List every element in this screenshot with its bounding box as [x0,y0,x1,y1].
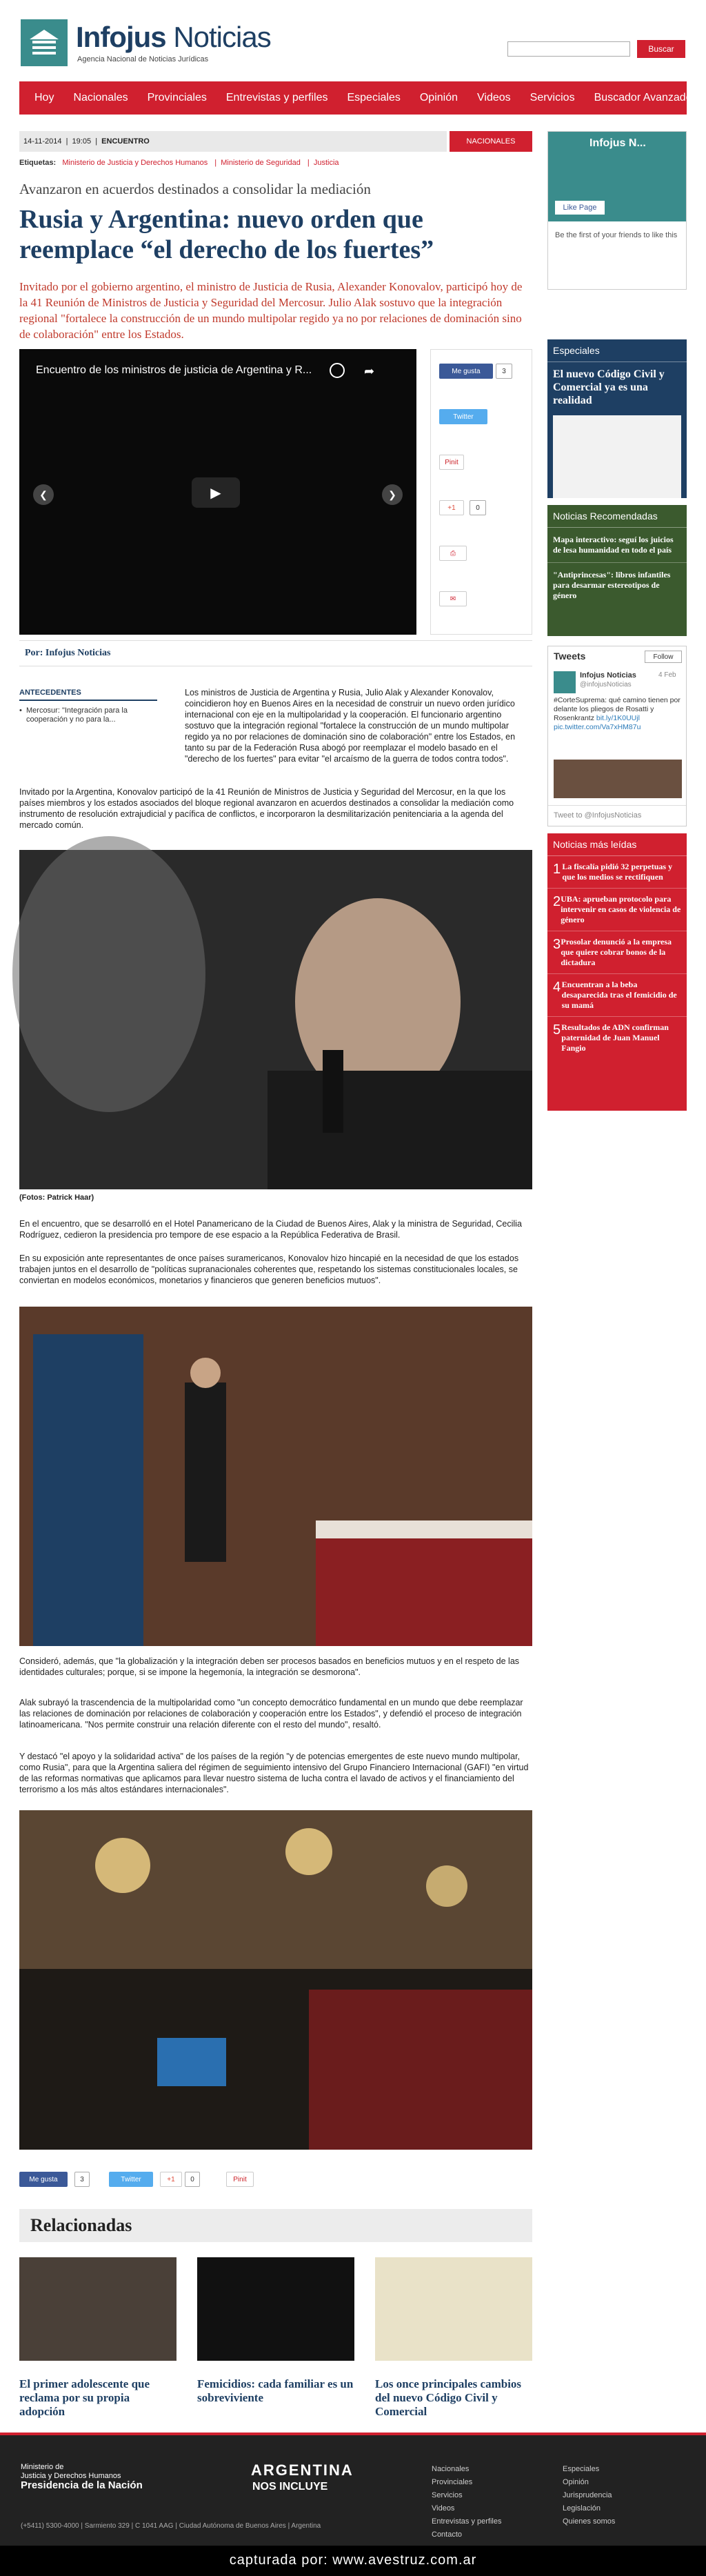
nav-item-hoy[interactable]: Hoy [34,92,54,103]
related-item[interactable] [19,2257,176,2419]
recomendadas-box [547,505,687,636]
nav-item-provinciales[interactable]: Provinciales [147,92,207,103]
capture-credit: capturada por: www.avestruz.com.ar [229,2553,477,2568]
article-date: 14-11-2014 [23,137,62,146]
tweet-date: 4 Feb [658,671,676,679]
logo-wordmark: Infojus Noticias [76,21,271,53]
argentina-logo: ARGENTINA [251,2461,354,2479]
especiales-box[interactable] [547,339,687,498]
facebook-like-button[interactable]: Me gusta [19,2172,68,2187]
antecedentes-box [19,688,157,724]
site-logo[interactable] [21,15,276,70]
article-paragraph: En el encuentro, que se desarrolló en el Hotel Panamericano de la Ciudad de Buenos Aires, Alak y la ministra de Seguridad, Cecilia Rodríguez, cedieron la presidencia pro tempore de ese espacio a la República Federativa de Brasil. [19,1219,522,1240]
video-player[interactable] [19,349,416,635]
print-icon[interactable]: ⎙ [439,546,467,561]
twitter-widget [547,646,687,826]
footer-address: (+5411) 5300-4000 | Sarmiento 329 | C 1041 AAG | Ciudad Autónoma de Buenos Aires | Argentina [21,2522,321,2530]
tweet-image[interactable] [554,760,682,798]
search-button[interactable]: Buscar [637,40,685,58]
footer-link[interactable]: Nacionales [432,2465,470,2473]
gplus-count: 0 [470,500,486,515]
watch-later-icon[interactable] [330,363,345,378]
related-item[interactable] [375,2257,532,2419]
bottom-share-bar [19,2170,532,2188]
share-column [430,349,532,635]
nav-item-opinion[interactable]: Opinión [419,92,458,103]
avatar[interactable] [554,671,576,693]
fb-page-title: Infojus N... [589,137,646,149]
related-caption[interactable]: Femicidios: cada familiar es un sobreviviente [197,2377,354,2404]
search-input[interactable] [507,41,630,57]
main-nav [19,81,692,115]
footer-link[interactable]: Entrevistas y perfiles [432,2517,502,2526]
site-header [0,0,706,76]
related-image[interactable] [197,2257,354,2361]
mas-leida-item[interactable]: 2 UBA: aprueban protocolo para intervenir en casos de violencia de género [547,889,687,931]
mas-leida-item[interactable]: 4 Encuentran a la beba desaparecida tras el femicidio de su mamá [547,974,687,1017]
footer-link[interactable]: Legislación [563,2504,601,2513]
tweet-to-input[interactable]: Tweet to @InfojusNoticias [548,805,686,826]
prev-arrow-icon[interactable]: ❮ [33,484,54,505]
tweet-text: #CorteSuprema: qué camino tienen por delante los pliegos de Rosatti y Rosenkrantz bit.ly/1K0UUjl pic.twitter.com/Va7xHM87u [554,696,680,731]
footer-link[interactable]: Provinciales [432,2478,473,2486]
related-title: Relacionadas [19,2209,532,2242]
twitter-follow-button[interactable]: Follow [645,651,682,663]
pinterest-button[interactable]: Pinit [226,2172,254,2187]
tag-link[interactable]: Justicia [313,159,339,167]
recomendada-link[interactable]: Mapa interactivo: seguí los juicios de lesa humanidad en todo el país [547,528,687,563]
play-button[interactable]: ▶ [192,477,240,508]
video-title: Encuentro de los ministros de justicia de Argentina y R... [36,364,312,376]
facebook-widget [547,131,687,290]
logo-icon [21,19,68,66]
facebook-count: 3 [74,2172,90,2187]
antecedentes-link[interactable]: • Mercosur: "Integración para la cooperación y no para la... [19,706,157,724]
footer-link[interactable]: Quienes somos [563,2517,616,2526]
related-caption[interactable]: Los once principales cambios del nuevo Código Civil y Comercial [375,2377,522,2418]
footer-link[interactable]: Videos [432,2504,455,2513]
pinterest-button[interactable]: Pinit [439,455,464,470]
footer-link[interactable]: Servicios [432,2491,463,2499]
article-paragraph: Alak subrayó la trascendencia de la multipolaridad como "un concepto democrático fundamental en un mundo que debe reemplazar las relaciones de dominación por relaciones de colaboración y cooperación entre los Estados", y defendió el proceso de integración latinoamericana. "Nos permite construir una relación diferente con el resto del mundo", resaltó. [19,1698,523,1730]
facebook-banner[interactable] [548,132,686,221]
facebook-like-button[interactable]: Me gusta [439,364,493,379]
photo-caption: (Fotos: Patrick Haar) [19,1193,94,1202]
recomendadas-head: Noticias Recomendadas [547,505,687,528]
tweet-handle[interactable]: @infojusNoticias [580,681,632,688]
twitter-button[interactable]: Twitter [109,2172,153,2187]
tags-label: Etiquetas: [19,159,57,167]
recomendada-link[interactable]: "Antiprincesas": libros infantiles para desarmar estereotipos de género [553,570,671,600]
gplus-count: 0 [185,2172,200,2187]
especiales-title[interactable]: El nuevo Código Civil y Comercial ya es una realidad [553,368,665,406]
nav-item-videos[interactable]: Videos [477,92,511,103]
article-lead: Invitado por el gobierno argentino, el ministro de Justicia de Rusia, Alexander Konovalov, participó hoy de la 41 Reunión de Ministros de Justicia y Seguridad del Mercosur. Julio Alak sostuvo que la integración regional "fortalece la construcción de un mundo multipolar regido ya no por relaciones de dominación sino de colaboración" entre los Estados. [19,280,523,341]
tag-link[interactable]: Ministerio de Justicia y Derechos Humanos [62,159,208,167]
gplus-button[interactable]: +1 [160,2172,182,2187]
nav-item-servicios[interactable]: Servicios [530,92,575,103]
twitter-button[interactable]: Twitter [439,409,487,424]
mas-leida-item[interactable]: 5 Resultados de ADN confirman paternidad de Juan Manuel Fangio [553,1022,669,1053]
mas-leida-item[interactable]: 3 Prosolar denunció a la empresa que quiere cobrar bonos de la dictadura [547,931,687,974]
ministry-logo[interactable]: Ministerio de Justicia y Derechos Humanos Presidencia de la Nación [21,2463,143,2491]
section-badge[interactable]: NACIONALES [450,131,532,152]
footer-col-2 [563,2463,615,2528]
footer-col-1 [432,2463,501,2542]
tweets-head: Tweets [554,651,586,662]
article-byline: Por: Infojus Noticias [19,640,532,666]
article-paragraph: Invitado por la Argentina, Konovalov participó de la 41 Reunión de Ministros de Justicia y Seguridad del Mercosur, en la que los países miembros y los estados asociados del bloque regional avanzaron en acuerdos destinados a consolidar la mediación como instrumento de resolución extrajudicial y pacífica de conflictos, e incorporaron la desmilitarización penitenciaria a la agenda del mercado común. [19,787,514,830]
especiales-image[interactable] [553,415,681,498]
article-kicker: Avanzaron en acuerdos destinados a consolidar la mediación [19,181,371,197]
logo-subtitle: Agencia Nacional de Noticias Jurídicas [77,55,209,63]
article-paragraph: Los ministros de Justicia de Argentina y Rusia, Julio Alak y Alexander Konovalov, coincidieron hoy en Buenos Aires en la necesidad de construir un nuevo orden jurídico internacional con eje en la multipolaridad y la cooperación. El funcionario argentino sostuvo que la integración regional "fortalece la construcción de un mundo multipolar regido ya no por relaciones de dominación sino de colaboración" entre los Estados, en tanto su par de la Federación Rusa abogó por reemplazar el modelo basado en el "derecho de los fuertes" para evitar "el arcaísmo de la guerra de todos contra todos". [185,688,516,764]
article-time: 19:05 [72,137,92,146]
antecedentes-title: ANTECEDENTES [19,688,157,701]
next-arrow-icon[interactable]: ❯ [382,484,403,505]
footer-link[interactable]: Opinión [563,2478,589,2486]
article-photo [19,850,532,1189]
email-icon[interactable]: ✉ [439,591,467,606]
tag-link[interactable]: Ministerio de Seguridad [221,159,301,167]
related-caption[interactable]: El primer adolescente que reclama por su propia adopción [19,2377,150,2418]
share-icon[interactable]: ➦ [364,364,375,378]
facebook-count: 3 [496,364,512,379]
article-paragraph-cont [19,756,532,778]
nav-item-especiales[interactable]: Especiales [347,92,401,103]
tags: Etiquetas: Ministerio de Justicia y Derechos Humanos | Ministerio de Seguridad | Justicia [19,159,339,167]
fb-friends-text: Be the first of your friends to like this [555,231,678,239]
mas-leidas-box [547,833,687,1111]
article-paragraph: En su exposición ante representantes de once países suramericanos, Konovalov hizo hincapié en la necesidad de que los estados trabajen juntos en el desarrollo de "políticas supranacionales coherentes que, respetando los sistemas constitucionales locales, se conviertan en modelos económicos, monetarios y financieros que generen beneficios mutuos". [19,1254,519,1285]
related-image[interactable] [19,2257,176,2361]
footer-link[interactable]: Especiales [563,2465,600,2473]
fb-like-page-button[interactable]: Like Page [555,201,605,215]
especiales-head: Especiales [547,339,687,362]
article-paragraph: Y destacó "el apoyo y la solidaridad activa" de los países de la región "y de potencias emergentes de este nuevo mundo multipolar, como Rusia", para que la Argentina saliera del régimen de seguimiento intensivo del Grupo Financiero Internacional (GAFI) "en virtud de las reformas normativas que aplicamos para llevar nuestro sistema de lucha contra el lavado de activos y el financiamiento del terrorismo a los más altos estándares internacionales". [19,1752,529,1794]
article-paragraph: Consideró, además, que "la globalización y la integración deben ser procesos basados en beneficios mutuos y en el respeto de las identidades culturales; porque, si se impone la hegemonía, la integración se desmorona". [19,1656,520,1677]
article-title: Rusia y Argentina: nuevo orden que reemplace “el derecho de los fuertes” [19,205,434,264]
mas-leida-item[interactable]: 1 La fiscalía pidió 32 perpetuas y que los medios se rectifiquen [547,856,687,889]
article-photo [19,1307,532,1646]
nav-item-nacionales[interactable]: Nacionales [73,92,128,103]
nos-incluye-logo: NOS INCLUYE [252,2481,328,2493]
footer-link[interactable]: Contacto [432,2530,463,2539]
nav-item-buscador[interactable]: Buscador Avanzado [594,92,692,103]
mas-leidas-head: Noticias más leídas [547,833,687,856]
nav-item-entrevistas[interactable]: Entrevistas y perfiles [225,92,328,103]
related-item[interactable] [197,2257,354,2405]
article-photo [19,1810,532,2150]
article-section: ENCUENTRO [101,137,150,146]
tweet-user[interactable]: Infojus Noticias [580,671,636,680]
related-image[interactable] [375,2257,532,2361]
gplus-button[interactable]: +1 [439,500,464,515]
footer-link[interactable]: Jurisprudencia [563,2491,612,2499]
article-meta: 14-11-2014 | 19:05 | ENCUENTRO [19,131,447,152]
